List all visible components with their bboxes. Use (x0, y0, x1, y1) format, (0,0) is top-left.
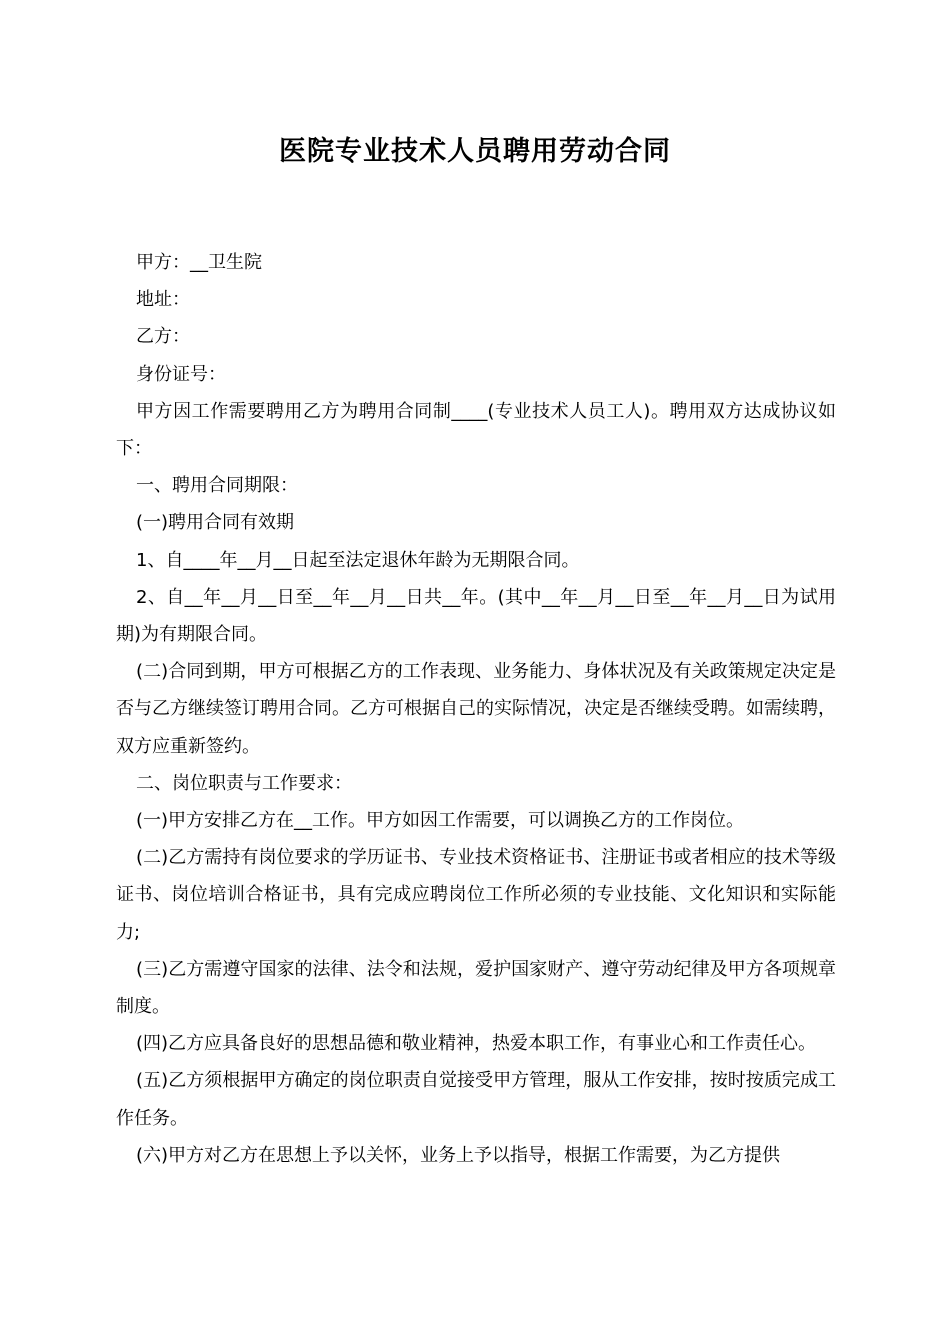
party-b-line: 乙方： (136, 326, 190, 348)
section-heading: 二、岗位职责与工作要求： (136, 772, 352, 794)
clause-paragraph: (三)乙方需遵守国家的法律、法令和法规，爱护国家财产、遵守劳动纪律及甲方各项规章制度。 (116, 958, 836, 1018)
clause-paragraph: (五)乙方须根据甲方确定的岗位职责自觉接受甲方管理，服从工作安排，按时按质完成工作任务。 (116, 1070, 836, 1129)
address-line: 地址： (136, 289, 190, 311)
clause-paragraph: (二)乙方需持有岗位要求的学历证书、专业技术资格证书、注册证书或者相应的技术等级证书、岗位培训合格证书，具有完成应聘岗位工作所必须的专业技能、文化知识和实际能力; (116, 847, 836, 943)
document-title: 医院专业技术人员聘用劳动合同 (279, 136, 671, 167)
clause-paragraph: (四)乙方应具备良好的思想品德和敬业精神，热爱本职工作，有事业心和工作责任心。 (136, 1033, 817, 1055)
id-number-line: 身份证号： (136, 363, 226, 385)
preamble-paragraph: 甲方因工作需要聘用乙方为聘用合同制____(专业技术人员工人)。聘用双方达成协议如下： (116, 400, 836, 460)
party-a-line: 甲方：__卫生院 (136, 252, 262, 273)
document-body (116, 244, 836, 1174)
clause-paragraph: (六)甲方对乙方在思想上予以关怀，业务上予以指导，根据工作需要，为乙方提供 (136, 1144, 781, 1166)
section-heading: 一、聘用合同期限： (136, 475, 298, 497)
clause-paragraph: 2、自__年__月__日至__年__月__日共__年。(其中__年__月__日至__年__月__日为试用期)为有期限合同。 (116, 586, 836, 646)
clause-paragraph: (一)聘用合同有效期 (136, 512, 295, 534)
clause-paragraph: (二)合同到期，甲方可根据乙方的工作表现、业务能力、身体状况及有关政策规定决定是否与乙方继续签订聘用合同。乙方可根据自己的实际情况，决定是否继续受聘。如需续聘，双方应重新签约。 (116, 661, 836, 757)
clause-paragraph: (一)甲方安排乙方在__工作。甲方如因工作需要，可以调换乙方的工作岗位。 (136, 810, 745, 832)
clause-paragraph: 1、自____年__月__日起至法定退休年龄为无期限合同。 (136, 549, 580, 571)
